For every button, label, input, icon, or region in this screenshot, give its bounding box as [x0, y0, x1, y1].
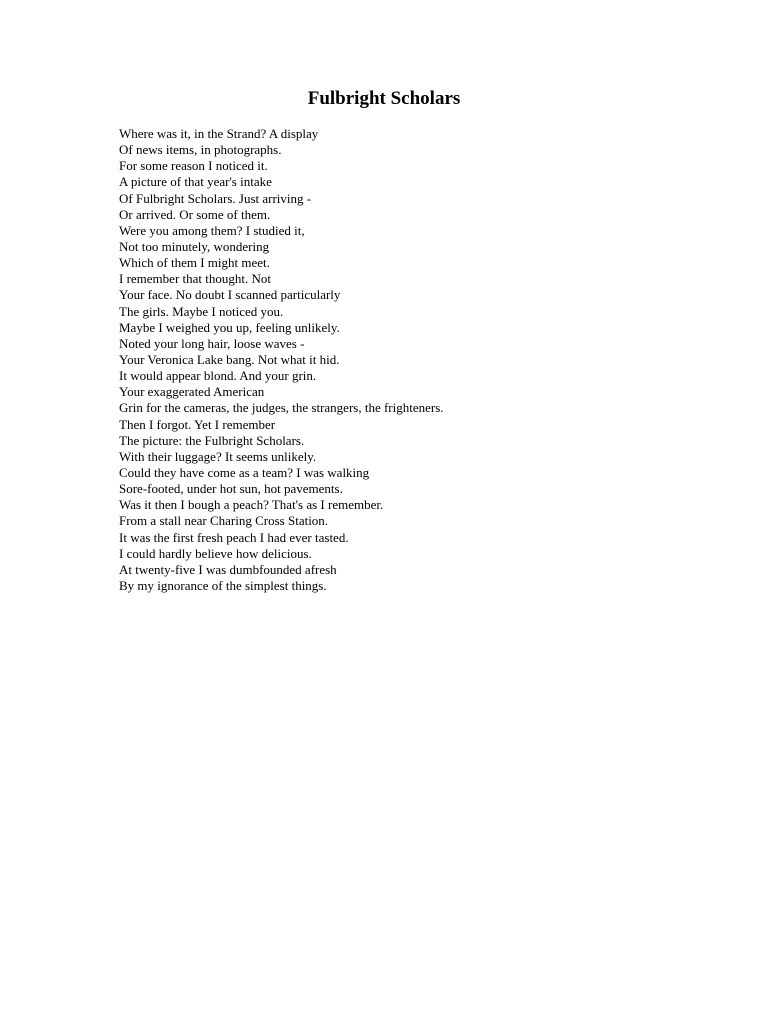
poem-body [119, 126, 444, 594]
poem-line: From a stall near Charing Cross Station. [119, 513, 329, 529]
poem-title: Fulbright Scholars [307, 88, 461, 109]
poem-line: Your Veronica Lake bang. Not what it hid. [119, 351, 340, 367]
poem-line: It would appear blond. And your grin. [119, 368, 317, 384]
poem-line: Noted your long hair, loose waves - [119, 335, 305, 351]
poem-line: Grin for the cameras, the judges, the strangers, the frighteners. [119, 400, 444, 416]
poem-line: At twenty-five I was dumbfounded afresh [119, 561, 337, 577]
poem-line: It was the first fresh peach I had ever tasted. [119, 529, 349, 545]
poem-line: I remember that thought. Not [119, 271, 271, 287]
poem-line: Your face. No doubt I scanned particularly [119, 287, 341, 303]
poem-line: With their luggage? It seems unlikely. [119, 448, 317, 464]
poem-line: Not too minutely, wondering [119, 238, 270, 254]
poem-line: Then I forgot. Yet I remember [119, 416, 276, 432]
poem-line: Maybe I weighed you up, feeling unlikely. [119, 319, 340, 335]
poem-line: Which of them I might meet. [119, 255, 270, 271]
poem-line: Your exaggerated American [119, 384, 265, 400]
poem-line: A picture of that year's intake [119, 174, 272, 190]
poem-line: Of news items, in photographs. [119, 142, 282, 158]
poem-line: Was it then I bough a peach? That's as I remember. [119, 497, 384, 513]
poem-line: Or arrived. Or some of them. [119, 206, 271, 222]
poem-line: The girls. Maybe I noticed you. [119, 303, 284, 319]
poem-line: For some reason I noticed it. [119, 158, 268, 174]
poem-line: I could hardly believe how delicious. [119, 545, 312, 561]
poem-line: Sore-footed, under hot sun, hot pavements. [119, 481, 343, 497]
poem-line: Where was it, in the Strand? A display [119, 126, 319, 141]
poem-line: By my ignorance of the simplest things. [119, 577, 327, 593]
poem-line: Could they have come as a team? I was walking [119, 464, 370, 480]
poem-line: Of Fulbright Scholars. Just arriving - [119, 190, 312, 206]
poem-line: The picture: the Fulbright Scholars. [119, 432, 305, 448]
poem-line: Were you among them? I studied it, [119, 222, 305, 238]
